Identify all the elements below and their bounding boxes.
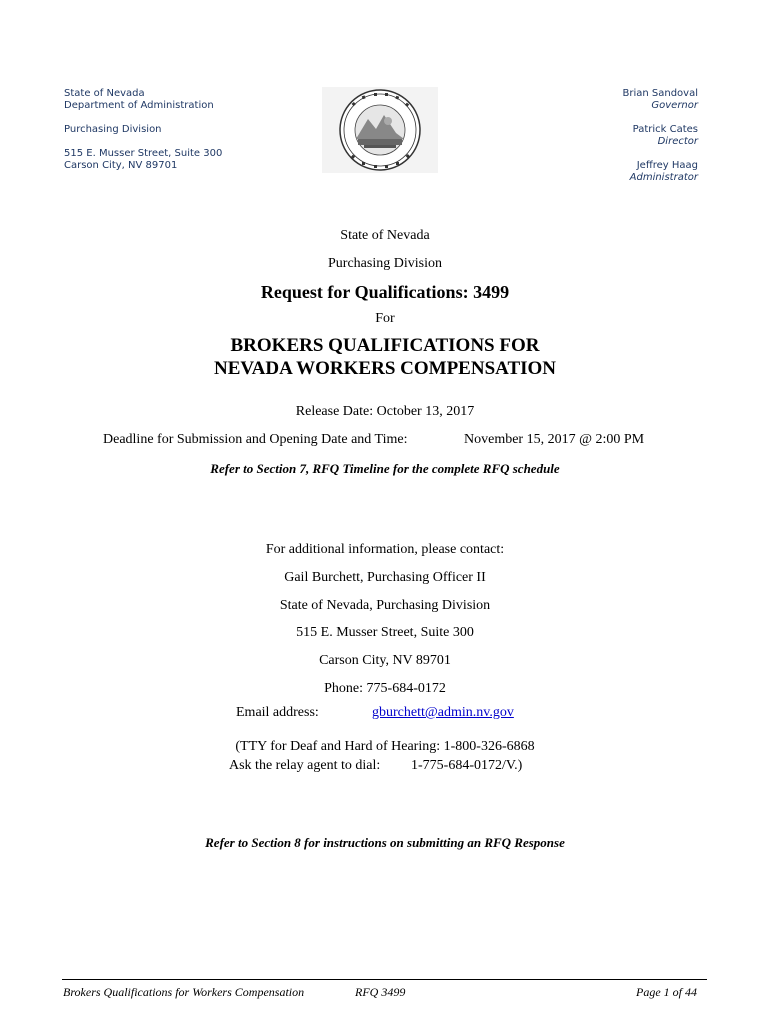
timeline-note: Refer to Section 7, RFQ Timeline for the complete RFQ schedule: [210, 461, 560, 476]
contact-org: State of Nevada, Purchasing Division: [279, 598, 491, 613]
footer-center: RFQ 3499: [355, 985, 406, 999]
release-date: Release Date: October 13, 2017: [295, 404, 475, 419]
header-state: State of Nevada: [64, 88, 145, 99]
header-department: Department of Administration: [64, 100, 214, 111]
governor-name: Brian Sandoval: [622, 88, 698, 99]
footer-page-number: Page 1 of 44: [636, 985, 697, 999]
nevada-seal-icon: [322, 87, 438, 173]
tty-line2-value: 1-775-684-0172/V.): [411, 758, 523, 773]
administrator-name: Jeffrey Haag: [636, 160, 698, 171]
email-link[interactable]: gburchett@admin.nv.gov: [372, 705, 514, 720]
email-label: Email address:: [236, 705, 319, 720]
deadline-label: Deadline for Submission and Opening Date and Time:: [103, 432, 408, 447]
instructions-note: Refer to Section 8 for instructions on submitting an RFQ Response: [205, 835, 565, 850]
rfq-title: Request for Qualifications: 3499: [260, 282, 510, 302]
contact-city: Carson City, NV 89701: [319, 653, 451, 668]
heading-line2: NEVADA WORKERS COMPENSATION: [213, 358, 557, 379]
governor-title: Governor: [651, 100, 698, 111]
footer-divider: [62, 979, 707, 980]
contact-street: 515 E. Musser Street, Suite 300: [296, 625, 474, 640]
header-street: 515 E. Musser Street, Suite 300: [64, 148, 223, 159]
footer-left: Brokers Qualifications for Workers Compensation: [63, 985, 305, 999]
title-division: Purchasing Division: [328, 256, 442, 271]
header-division: Purchasing Division: [64, 124, 162, 135]
administrator-title: Administrator: [629, 172, 698, 183]
header-right-block: [623, 88, 699, 184]
director-name: Patrick Cates: [632, 124, 698, 135]
title-for: For: [375, 311, 395, 326]
heading-line1: BROKERS QUALIFICATIONS FOR: [230, 335, 540, 356]
header-left-block: [64, 88, 222, 172]
tty-line2-label: Ask the relay agent to dial:: [229, 758, 381, 773]
deadline-value: November 15, 2017 @ 2:00 PM: [464, 432, 645, 447]
contact-name: Gail Burchett, Purchasing Officer II: [284, 570, 486, 585]
tty-line1: (TTY for Deaf and Hard of Hearing: 1-800-326-6868: [235, 739, 535, 754]
director-title: Director: [657, 136, 698, 147]
contact-phone: Phone: 775-684-0172: [324, 681, 446, 696]
header-city: Carson City, NV 89701: [64, 160, 178, 171]
contact-intro: For additional information, please contact:: [265, 542, 505, 557]
title-state: State of Nevada: [340, 228, 430, 243]
